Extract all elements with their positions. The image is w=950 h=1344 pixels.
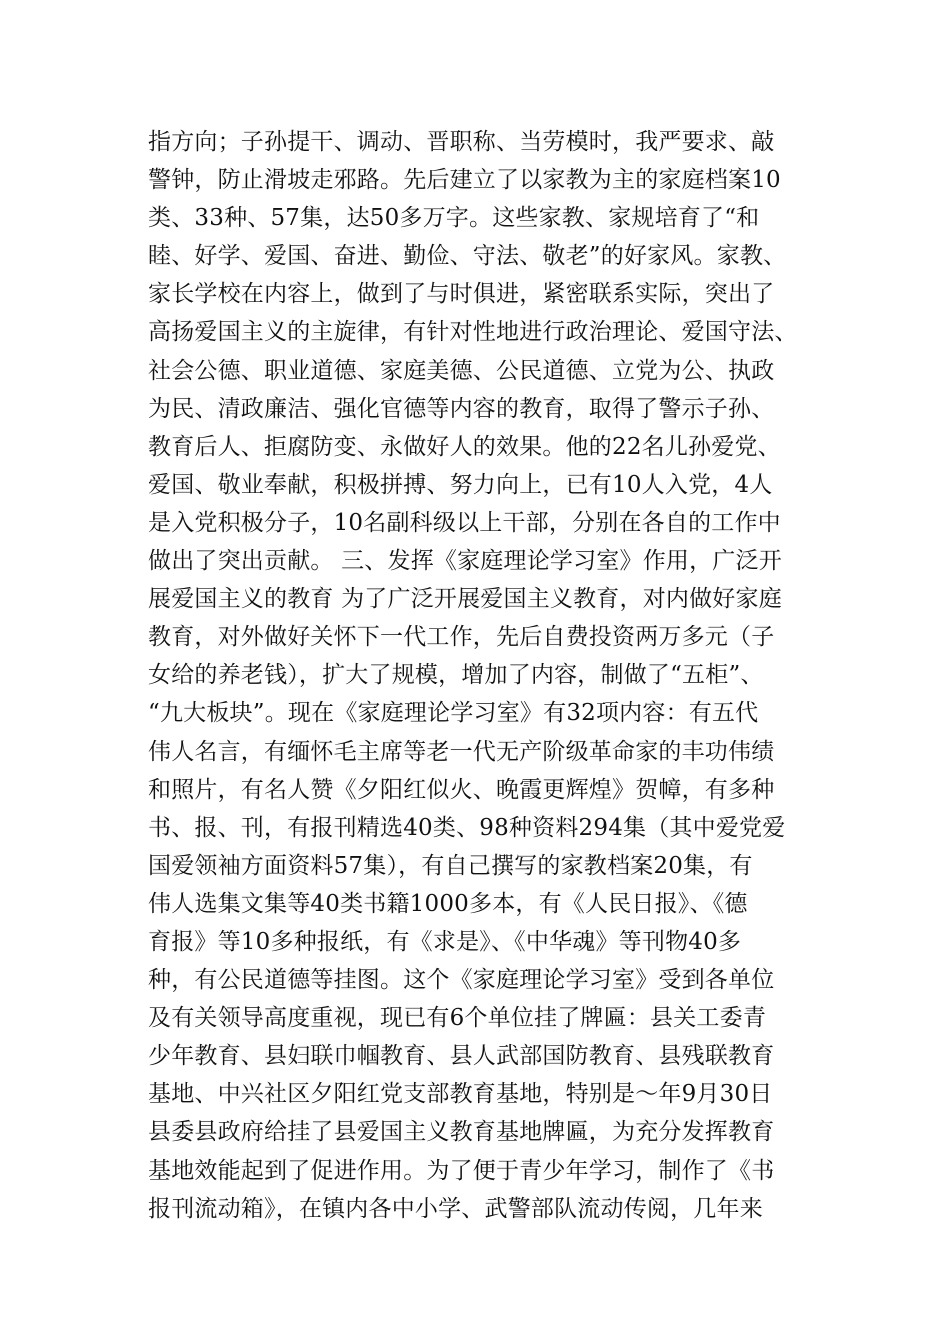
text-line: 少年教育、县妇联巾帼教育、县人武部国防教育、县残联教育 bbox=[148, 1043, 775, 1070]
text-line: 高扬爱国主义的主旋律，有针对性地进行政治理论、爱国守法、 bbox=[148, 319, 798, 346]
text-line: 伟人选集文集等40类书籍1000多本，有《人民日报》、《德 bbox=[148, 890, 748, 917]
text-line: 国爱领袖方面资料57集），有自己撰写的家教档案20集，有 bbox=[148, 852, 753, 879]
text-line: 书、报、刊，有报刊精选40类、98种资料294集（其中爱党爱 bbox=[148, 814, 786, 841]
text-line: 警钟，防止滑坡走邪路。先后建立了以家教为主的家庭档案10 bbox=[148, 167, 781, 194]
text-line: 种，有公民道德等挂图。这个《家庭理论学习室》受到各单位 bbox=[148, 967, 775, 994]
text-line: “九大板块”。现在《家庭理论学习室》有32项内容：有五代 bbox=[148, 700, 759, 727]
text-line: 及有关领导高度重视，现已有6个单位挂了牌匾：县关工委青 bbox=[148, 1005, 767, 1032]
text-line: 基地效能起到了促进作用。为了便于青少年学习，制作了《书 bbox=[148, 1157, 775, 1184]
text-line: 育报》等10多种报纸，有《求是》、《中华魂》等刊物40多 bbox=[148, 928, 742, 955]
text-line: 基地、中兴社区夕阳红党支部教育基地，特别是～年9月30日 bbox=[148, 1081, 773, 1108]
text-line: 和照片，有名人赞《夕阳红似火、晚霞更辉煌》贺幛，有多种 bbox=[148, 776, 775, 803]
text-line: 类、33种、57集，达50多万字。这些家教、家规培育了“和 bbox=[148, 205, 760, 232]
text-line: 教育后人、拒腐防变、永做好人的效果。他的22名儿孙爱党、 bbox=[148, 433, 781, 460]
text-line: 报刊流动箱》，在镇内各中小学、武警部队流动传阅，几年来 bbox=[148, 1195, 763, 1222]
text-line: 社会公德、职业道德、家庭美德、公民道德、立党为公、执政 bbox=[148, 357, 775, 384]
body-paragraph bbox=[148, 123, 808, 1228]
text-line: 伟人名言，有缅怀毛主席等老一代无产阶级革命家的丰功伟绩 bbox=[148, 738, 775, 765]
text-line: 女给的养老钱），扩大了规模，增加了内容，制做了“五柜”、 bbox=[148, 662, 764, 689]
text-line: 是入党积极分子，10名副科级以上干部，分别在各自的工作中 bbox=[148, 509, 781, 536]
text-line: 爱国、敬业奉献，积极拼搏、努力向上，已有10人入党，4人 bbox=[148, 471, 773, 498]
text-line: 指方向；子孙提干、调动、晋职称、当劳模时，我严要求、敲 bbox=[148, 129, 775, 155]
text-line: 展爱国主义的教育 为了广泛开展爱国主义教育，对内做好家庭 bbox=[148, 586, 782, 613]
text-line: 睦、好学、爱国、奋进、勤俭、守法、敬老”的好家风。家教、 bbox=[148, 243, 787, 270]
text-line: 县委县政府给挂了县爱国主义教育基地牌匾，为充分发挥教育 bbox=[148, 1119, 775, 1146]
text-line: 做出了突出贡献。 三、发挥《家庭理论学习室》作用，广泛开 bbox=[148, 548, 782, 575]
text-line: 为民、清政廉洁、强化官德等内容的教育，取得了警示子孙、 bbox=[148, 395, 775, 422]
text-line: 教育，对外做好关怀下一代工作，先后自费投资两万多元（子 bbox=[148, 624, 775, 651]
text-line: 家长学校在内容上，做到了与时俱进，紧密联系实际，突出了 bbox=[148, 281, 775, 308]
